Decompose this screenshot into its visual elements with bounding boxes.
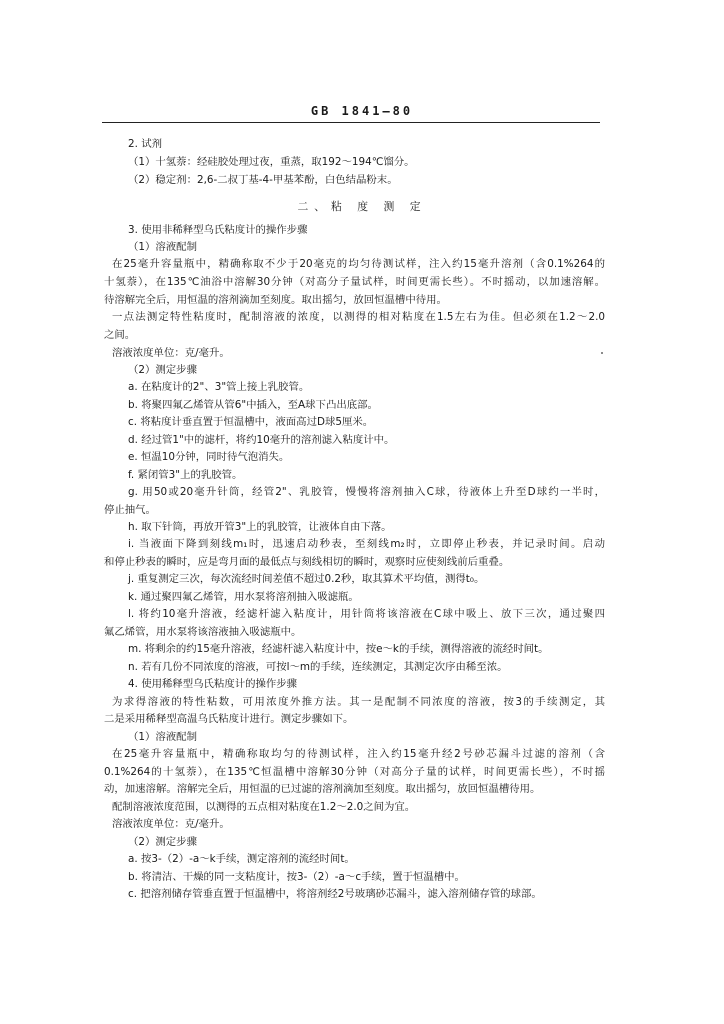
text-line: 配制溶液浓度范围，以测得的五点相对粘度在1.2～2.0之间为宜。 <box>112 801 416 813</box>
text-line: 为求得溶液的特性粘数，可用浓度外推方法。其一是配制不同浓度的溶液，按3的手续测定，其 <box>112 696 605 708</box>
text-line: （1）十氢萘：经硅胶处理过夜，重蒸，取192～194℃馏分。 <box>128 156 415 168</box>
text-line: 2. 试剂 <box>128 138 162 150</box>
text-line: 溶液浓度单位：克/毫升。 <box>112 347 230 359</box>
text-line: l. 将约10毫升溶液，经滤杆滤入粘度计，用针筒将该溶液在C球中吸上、放下三次，通过聚四 <box>128 608 605 620</box>
header-rule <box>102 122 600 123</box>
text-line: 4. 使用稀释型乌氏粘度计的操作步骤 <box>128 678 298 690</box>
text-line: 二是采用稀释型高温乌氏粘度计进行。测定步骤如下。 <box>104 713 354 725</box>
text-line: c. 将粘度计垂直置于恒温槽中，液面高过D球5厘米。 <box>128 416 374 428</box>
text-line: 十氢萘），在135℃油浴中溶解30分钟（对高分子量试样，时间更需长些）。不时摇动，以加速溶解。 <box>104 276 605 288</box>
text-line: i. 当液面下降到刻线m₁时，迅速启动秒表，至刻线m₂时，立即停止秒表，并记录时间。启动 <box>128 538 605 550</box>
text-line: 和停止秒表的瞬时，应是弯月面的最低点与刻线相切的瞬时，观察时应使刻线前后重叠。 <box>104 556 510 568</box>
text-line: e. 恒温10分钟，同时待气泡消失。 <box>128 451 290 463</box>
text-line: h. 取下针筒，再放开管3"上的乳胶管，让液体自由下落。 <box>128 521 392 533</box>
text-line: j. 重复测定三次，每次流经时间差值不超过0.2秒，取其算术平均值，测得t₀。 <box>128 573 485 585</box>
text-line: （1）溶液配制 <box>128 241 197 253</box>
text-line: d. 经过管1"中的滤杆，将约10毫升的溶剂滤入粘度计中。 <box>128 434 395 446</box>
text-line: 动，加速溶解。溶解完全后，用恒温的已过滤的溶剂滴加至刻度。取出摇匀，放回恒温槽待用。 <box>104 783 541 795</box>
text-line: b. 将清洁、干燥的同一支粘度计，按3-（2）-a～c手续，置于恒温槽中。 <box>128 871 465 883</box>
text-line: g. 用50或20毫升针筒，经管2"、乳胶管，慢慢将溶剂抽入C球，待液体上升至D球约一半时， <box>128 486 605 498</box>
section-heading: 二、粘 度 测 定 <box>297 200 427 213</box>
text-line: （2）测定步骤 <box>128 364 197 376</box>
text-line: 氟乙烯管，用水泵将该溶液抽入吸滤瓶中。 <box>104 626 302 638</box>
text-line: a. 按3-（2）-a～k手续，测定溶剂的流经时间t。 <box>128 853 355 865</box>
text-line: 在25毫升容量瓶中，精确称取不少于20毫克的均匀待测试样，注入约15毫升溶剂（含0.1%264的 <box>112 258 605 270</box>
scan-speck <box>601 352 603 354</box>
text-line: （2）测定步骤 <box>128 836 197 848</box>
text-line: 停止抽气。 <box>104 504 156 516</box>
text-line: f. 紧闭管3"上的乳胶管。 <box>128 469 243 481</box>
text-line: 之间。 <box>104 329 136 341</box>
text-line: m. 将剩余的约15毫升溶液，经滤杆滤入粘度计中，按e～k的手续，测得溶液的流经时间t。 <box>128 643 549 655</box>
text-line: n. 若有几份不同浓度的溶液，可按l～m的手续，连续测定，其测定次序由稀至浓。 <box>128 661 508 673</box>
text-line: 0.1%264的十氢萘），在135℃恒温槽中溶解30分钟（对高分子量的试样，时间更需长些），不时摇 <box>104 766 605 778</box>
text-line: 一点法测定特性粘度时，配制溶液的浓度，以测得的相对粘度在1.5左右为佳。但必须在1.2～2.0 <box>112 311 605 323</box>
text-line: 溶液浓度单位：克/毫升。 <box>112 818 230 830</box>
text-line: k. 通过聚四氟乙烯管，用水泵将溶剂抽入吸滤瓶。 <box>128 591 359 603</box>
text-line: 在25毫升容量瓶中，精确称取均匀的待测试样，注入约15毫升经2号砂芯漏斗过滤的溶剂（含 <box>112 748 605 760</box>
text-line: （1）溶液配制 <box>128 731 197 743</box>
text-line: b. 将聚四氟乙烯管从管6"中插入，至A球下凸出底部。 <box>128 399 378 411</box>
text-line: c. 把溶剂储存管垂直置于恒温槽中，将溶剂经2号玻璃砂芯漏斗，滤入溶剂储存管的球部。 <box>128 888 542 900</box>
text-line: 3. 使用非稀释型乌氏粘度计的操作步骤 <box>128 224 308 236</box>
text-line: 待溶解完全后，用恒温的溶剂滴加至刻度。取出摇匀，放回恒温槽中待用。 <box>104 294 447 306</box>
standard-code-header: GB 1841—80 <box>310 104 414 118</box>
text-line: a. 在粘度计的2"、3"管上接上乳胶管。 <box>128 381 310 393</box>
text-line: （2）稳定剂：2,6-二叔丁基-4-甲基苯酚，白色结晶粉末。 <box>128 174 398 186</box>
